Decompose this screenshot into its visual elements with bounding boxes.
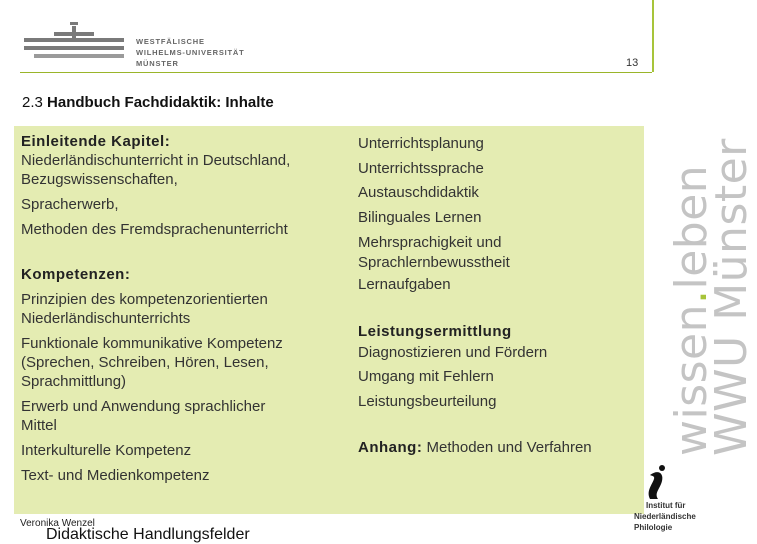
header-divider [20, 72, 652, 73]
institute-line: Niederländische [634, 512, 696, 521]
logo-line-1: WESTFÄLISCHE [136, 37, 205, 46]
title-number: 2.3 [22, 94, 43, 111]
assessment-heading: Leistungsermittlung [358, 322, 512, 340]
institute-line: Institut für [646, 501, 686, 510]
competence-item: Erwerb und Anwendung sprachlicher [21, 398, 266, 415]
topic-item: Austauschdidaktik [358, 184, 479, 201]
competence-item: Niederländischunterrichts [21, 310, 191, 327]
appendix-heading: Anhang: [358, 439, 423, 456]
intro-item: Methoden des Fremdsprachenunterricht [21, 221, 288, 238]
side-word-2: leben [666, 164, 717, 290]
intro-item: Niederländischunterricht in Deutschland, [21, 152, 291, 169]
competence-item: Sprachmittlung) [21, 373, 127, 390]
competence-item: (Sprechen, Schreiben, Hören, Lesen, [21, 354, 269, 371]
side-branding [666, 138, 757, 456]
topic-item: Unterrichtssprache [358, 159, 484, 177]
right-column [358, 132, 638, 457]
assessment-item: Leistungsbeurteilung [358, 392, 497, 410]
side-brand-line-2: WWU Münster [706, 138, 757, 456]
side-word-1: wissen [666, 303, 717, 456]
intro-item: Bezugswissenschaften, [21, 171, 178, 188]
logo-line-3: MÜNSTER [136, 59, 179, 68]
logo-line-2: WILHELMS-UNIVERSITÄT [136, 48, 245, 57]
competence-item: Mittel [21, 417, 57, 434]
title-text: Handbuch Fachdidaktik: Inhalte [47, 94, 274, 111]
topic-item: Lernaufgaben [358, 276, 451, 293]
slide-title [22, 94, 274, 111]
competence-heading: Kompetenzen: [21, 266, 131, 283]
assessment-item: Umgang mit Fehlern [358, 368, 494, 385]
side-dot: . [666, 289, 717, 304]
left-column [21, 132, 336, 485]
appendix-text: Methoden und Verfahren [426, 439, 592, 456]
appendix-line [358, 438, 638, 457]
competence-item: Prinzipien des kompetenzorientierten [21, 291, 268, 308]
footer-subtitle: Didaktische Handlungsfelder [46, 526, 250, 543]
intro-heading: Einleitende Kapitel: [21, 133, 171, 150]
topic-item: Bilinguales Lernen [358, 208, 482, 226]
university-logo-text [136, 36, 245, 69]
intro-item: Spracherwerb, [21, 196, 119, 213]
author-name: Veronika Wenzel [20, 518, 95, 529]
institute-line: Philologie [634, 523, 673, 532]
assessment-item: Diagnostizieren und Fördern [358, 343, 548, 361]
competence-item: Interkulturelle Kompetenz [21, 442, 192, 459]
competence-item: Text- und Medienkompetenz [21, 467, 210, 484]
topic-item: Unterrichtsplanung [358, 135, 484, 152]
topic-item: Mehrsprachigkeit und [358, 234, 502, 251]
topic-item: Sprachlernbewusstheit [358, 254, 510, 271]
institute-name [634, 500, 696, 533]
page-number: 13 [626, 57, 639, 69]
competence-item: Funktionale kommunikative Kompetenz [21, 335, 283, 352]
accent-bar [652, 0, 654, 72]
